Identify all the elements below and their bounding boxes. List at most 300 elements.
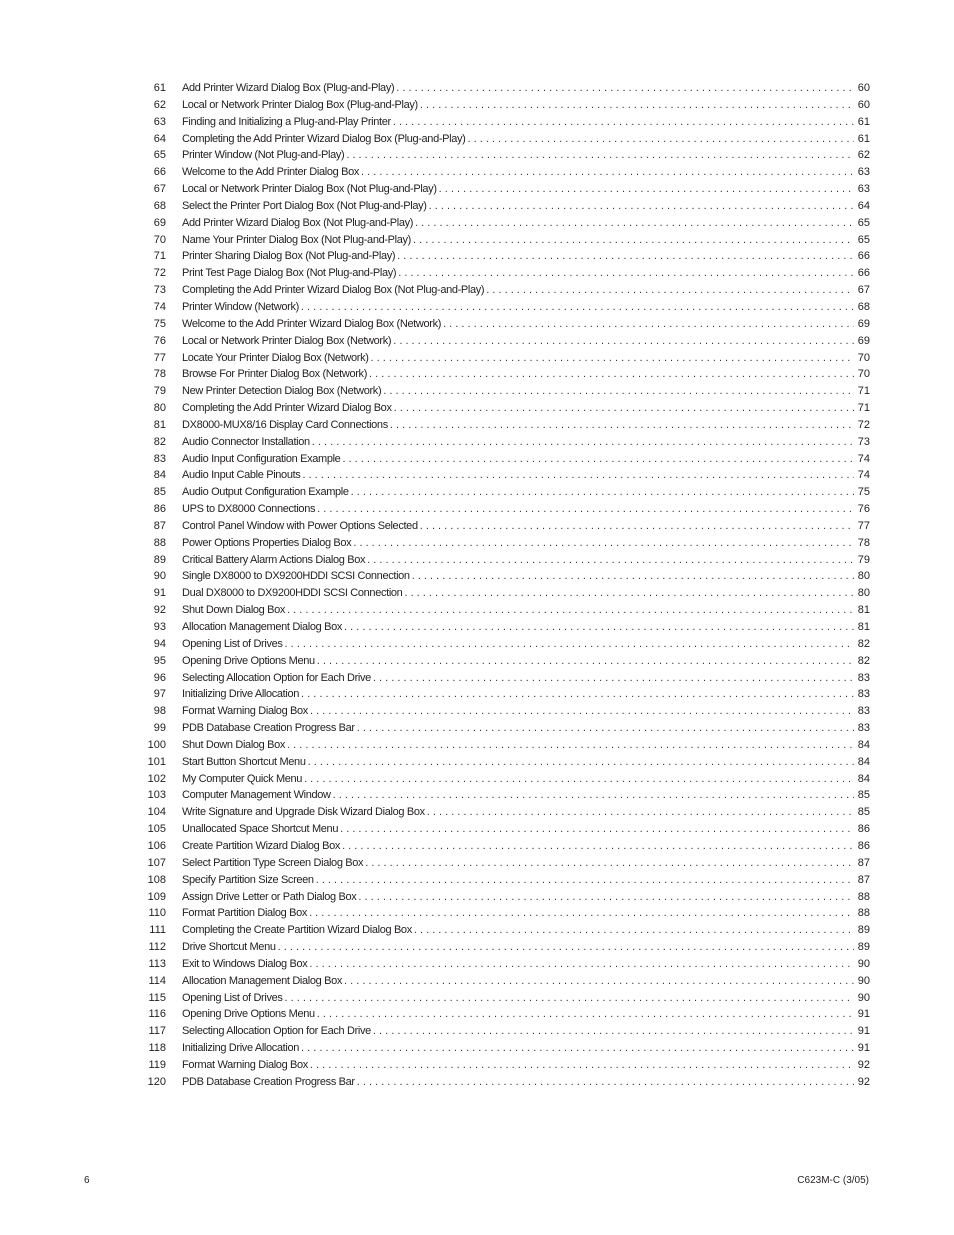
- figure-number: 63: [153, 115, 166, 128]
- page-reference: 68: [857, 300, 870, 313]
- dot-leader: [309, 905, 854, 922]
- page-reference: 65: [857, 216, 870, 229]
- list-item: [140, 1006, 870, 1023]
- page-reference: 85: [857, 806, 870, 819]
- page-reference: 86: [857, 839, 870, 852]
- dot-leader: [367, 552, 854, 569]
- dot-leader: [357, 1074, 854, 1091]
- figure-title: Local or Network Printer Dialog Box (Network): [182, 334, 392, 347]
- figure-number: 112: [148, 941, 166, 954]
- dot-leader: [310, 1057, 854, 1074]
- page-reference: 79: [857, 553, 870, 566]
- figure-number: 95: [153, 654, 166, 667]
- dot-leader: [304, 771, 854, 788]
- figure-number: 78: [153, 368, 166, 381]
- figure-title: Dual DX8000 to DX9200HDDI SCSI Connection: [182, 587, 403, 600]
- dot-leader: [346, 147, 854, 164]
- figure-number: 102: [147, 772, 166, 785]
- figure-title: Opening Drive Options Menu: [182, 654, 315, 667]
- figure-number: 88: [153, 536, 166, 549]
- list-item: [140, 131, 870, 148]
- figure-number: 76: [153, 334, 166, 347]
- figure-title: Initializing Drive Allocation: [182, 688, 300, 701]
- figure-number: 104: [147, 806, 166, 819]
- page-reference: 87: [857, 856, 870, 869]
- dot-leader: [412, 568, 854, 585]
- figure-title: Welcome to the Add Printer Wizard Dialog Box (Network): [182, 317, 442, 330]
- list-item: [140, 350, 870, 367]
- page-reference: 64: [857, 199, 870, 212]
- list-item: [140, 299, 870, 316]
- dot-leader: [301, 686, 854, 703]
- figure-number: 120: [147, 1075, 166, 1088]
- figure-title: Welcome to the Add Printer Dialog Box: [182, 166, 359, 179]
- dot-leader: [287, 737, 854, 754]
- figure-title: Control Panel Window with Power Options Selected: [182, 519, 418, 532]
- figure-number: 72: [153, 267, 166, 280]
- page-reference: 62: [857, 149, 870, 162]
- list-item: [140, 804, 870, 821]
- figure-title: Printer Window (Network): [182, 300, 299, 313]
- figure-title: New Printer Detection Dialog Box (Network): [182, 385, 382, 398]
- dot-leader: [397, 248, 854, 265]
- page-reference: 84: [857, 738, 870, 751]
- figure-number: 118: [148, 1042, 166, 1055]
- figure-title: Allocation Management Dialog Box: [182, 974, 343, 987]
- page-reference: 80: [857, 570, 870, 583]
- figure-title: Name Your Printer Dialog Box (Not Plug-and-Play): [182, 233, 411, 246]
- dot-leader: [344, 619, 854, 636]
- list-item: [140, 771, 870, 788]
- figure-title: Add Printer Wizard Dialog Box (Plug-and-Play): [182, 82, 395, 94]
- page-reference: 63: [857, 183, 870, 196]
- page-reference: 88: [857, 890, 870, 903]
- figure-title: Local or Network Printer Dialog Box (Not Plug-and-Play): [182, 183, 437, 196]
- figure-number: 62: [153, 98, 166, 111]
- list-item: [140, 872, 870, 889]
- dot-leader: [365, 855, 854, 872]
- figure-number: 77: [153, 351, 166, 364]
- figure-number: 100: [147, 738, 166, 751]
- dot-leader: [398, 265, 854, 282]
- page-reference: 83: [857, 688, 870, 701]
- page-reference: 74: [857, 452, 870, 465]
- dot-leader: [429, 198, 854, 215]
- page-reference: 83: [857, 705, 870, 718]
- figure-number: 67: [153, 183, 166, 196]
- figure-number: 109: [147, 890, 166, 903]
- figure-title: Opening List of Drives: [182, 991, 283, 1004]
- figure-title: PDB Database Creation Progress Bar: [182, 722, 355, 735]
- list-item: [140, 215, 870, 232]
- list-item: [140, 973, 870, 990]
- list-item: [140, 366, 870, 383]
- figure-number: 68: [153, 199, 166, 212]
- list-item: [140, 467, 870, 484]
- page-reference: 76: [857, 503, 870, 516]
- figure-number: 86: [153, 503, 166, 516]
- figure-title: Specify Partition Size Screen: [182, 873, 314, 886]
- figure-list: [140, 80, 870, 1091]
- page-reference: 71: [857, 402, 870, 415]
- figure-title: Single DX8000 to DX9200HDDI SCSI Connection: [182, 570, 410, 583]
- dot-leader: [467, 131, 854, 148]
- figure-title: Selecting Allocation Option for Each Drive: [182, 1025, 371, 1038]
- dot-leader: [420, 97, 854, 114]
- dot-leader: [396, 80, 854, 97]
- page-reference: 91: [857, 1042, 870, 1055]
- figure-title: Opening List of Drives: [182, 637, 283, 650]
- list-item: [140, 451, 870, 468]
- dot-leader: [278, 939, 854, 956]
- dot-leader: [285, 990, 854, 1007]
- list-item: [140, 636, 870, 653]
- figure-number: 105: [147, 823, 166, 836]
- figure-number: 79: [153, 385, 166, 398]
- page-reference: 65: [857, 233, 870, 246]
- page-reference: 60: [857, 82, 870, 94]
- figure-number: 83: [153, 452, 166, 465]
- dot-leader: [358, 889, 854, 906]
- dot-leader: [285, 636, 854, 653]
- figure-title: PDB Database Creation Progress Bar: [182, 1075, 355, 1088]
- figure-number: 106: [147, 839, 166, 852]
- page-reference: 88: [857, 907, 870, 920]
- figure-title: Assign Drive Letter or Path Dialog Box: [182, 890, 357, 903]
- list-item: [140, 316, 870, 333]
- page-reference: 70: [857, 351, 870, 364]
- dot-leader: [369, 366, 854, 383]
- page-reference: 66: [857, 250, 870, 263]
- figure-title: Finding and Initializing a Plug-and-Play Printer: [182, 115, 391, 128]
- list-item: [140, 114, 870, 131]
- list-item: [140, 1040, 870, 1057]
- dot-leader: [317, 501, 854, 518]
- list-item: [140, 889, 870, 906]
- figure-title: UPS to DX8000 Connections: [182, 503, 316, 516]
- dot-leader: [310, 703, 854, 720]
- page-reference: 60: [857, 98, 870, 111]
- figure-number: 64: [153, 132, 166, 145]
- figure-title: Create Partition Wizard Dialog Box: [182, 839, 341, 852]
- page-reference: 92: [857, 1058, 870, 1071]
- page-reference: 75: [857, 486, 870, 499]
- figure-number: 75: [153, 317, 166, 330]
- dot-leader: [312, 434, 854, 451]
- figure-title: Completing the Add Printer Wizard Dialog Box (Plug-and-Play): [182, 132, 466, 145]
- list-item: [140, 905, 870, 922]
- list-item: [140, 484, 870, 501]
- figure-title: Completing the Add Printer Wizard Dialog Box: [182, 402, 392, 415]
- page-reference: 78: [857, 536, 870, 549]
- figure-title: Local or Network Printer Dialog Box (Plug-and-Play): [182, 98, 418, 111]
- list-item: [140, 333, 870, 350]
- figure-title: Completing the Create Partition Wizard Dialog Box: [182, 924, 412, 937]
- figure-number: 85: [153, 486, 166, 499]
- list-item: [140, 535, 870, 552]
- figure-number: 69: [153, 216, 166, 229]
- page-reference: 77: [857, 519, 870, 532]
- figure-number: 89: [153, 553, 166, 566]
- list-item: [140, 939, 870, 956]
- list-item: [140, 922, 870, 939]
- page-reference: 66: [857, 267, 870, 280]
- figure-title: Format Warning Dialog Box: [182, 705, 308, 718]
- figure-title: Completing the Add Printer Wizard Dialog Box (Not Plug-and-Play): [182, 284, 485, 297]
- dot-leader: [308, 754, 854, 771]
- figure-title: Write Signature and Upgrade Disk Wizard Dialog Box: [182, 806, 425, 819]
- figure-title: Initializing Drive Allocation: [182, 1042, 300, 1055]
- figure-title: Critical Battery Alarm Actions Dialog Box: [182, 553, 366, 566]
- page-reference: 82: [857, 637, 870, 650]
- page-reference: 92: [857, 1075, 870, 1088]
- figure-title: Unallocated Space Shortcut Menu: [182, 823, 339, 836]
- page-reference: 69: [857, 334, 870, 347]
- figure-title: Allocation Management Dialog Box: [182, 621, 343, 633]
- figure-number: 96: [153, 671, 166, 684]
- list-item: [140, 568, 870, 585]
- footer-page-number: 6: [84, 1175, 90, 1186]
- dot-leader: [287, 602, 854, 619]
- page-reference: 83: [857, 671, 870, 684]
- figure-number: 90: [153, 570, 166, 583]
- figure-title: Locate Your Printer Dialog Box (Network): [182, 351, 369, 364]
- list-item: [140, 838, 870, 855]
- dot-leader: [394, 400, 854, 417]
- footer-document-code: C623M-C (3/05): [797, 1175, 869, 1186]
- figure-title: Computer Management Window: [182, 789, 331, 802]
- page-reference: 89: [857, 924, 870, 937]
- figure-number: 111: [149, 924, 166, 937]
- figure-number: 99: [153, 722, 166, 735]
- dot-leader: [390, 417, 854, 434]
- figure-number: 117: [148, 1025, 166, 1038]
- figure-number: 80: [153, 402, 166, 415]
- page-reference: 90: [857, 991, 870, 1004]
- figure-number: 107: [147, 856, 166, 869]
- list-item: [140, 97, 870, 114]
- list-item: [140, 855, 870, 872]
- page-reference: 69: [857, 317, 870, 330]
- figure-number: 98: [153, 705, 166, 718]
- list-item: [140, 248, 870, 265]
- dot-leader: [344, 973, 854, 990]
- figure-title: Start Button Shortcut Menu: [182, 755, 306, 768]
- figure-title: Printer Window (Not Plug-and-Play): [182, 149, 345, 162]
- figure-number: 87: [153, 519, 166, 532]
- list-item: [140, 585, 870, 602]
- dot-leader: [373, 1023, 854, 1040]
- page-reference: 81: [857, 621, 870, 633]
- list-item: [140, 720, 870, 737]
- list-item: [140, 1074, 870, 1091]
- page-reference: 87: [857, 873, 870, 886]
- dot-leader: [404, 585, 854, 602]
- dot-leader: [413, 232, 854, 249]
- list-item: [140, 417, 870, 434]
- dot-leader: [393, 114, 854, 131]
- figure-number: 82: [153, 435, 166, 448]
- page-reference: 74: [857, 469, 870, 482]
- page-reference: 89: [857, 941, 870, 954]
- figure-number: 91: [153, 587, 166, 600]
- figure-title: Audio Output Configuration Example: [182, 486, 349, 499]
- list-item: [140, 737, 870, 754]
- list-item: [140, 703, 870, 720]
- dot-leader: [373, 670, 854, 687]
- figure-title: Opening Drive Options Menu: [182, 1008, 315, 1021]
- list-item: [140, 147, 870, 164]
- figure-number: 84: [153, 469, 166, 482]
- figure-title: Selecting Allocation Option for Each Drive: [182, 671, 371, 684]
- page-reference: 91: [857, 1025, 870, 1038]
- page-reference: 61: [857, 132, 870, 145]
- figure-number: 110: [148, 907, 166, 920]
- figure-title: Power Options Properties Dialog Box: [182, 536, 352, 549]
- figure-title: Audio Input Cable Pinouts: [182, 469, 301, 482]
- dot-leader: [415, 215, 854, 232]
- list-item: [140, 518, 870, 535]
- list-item: [140, 282, 870, 299]
- figure-number: 97: [153, 688, 166, 701]
- figure-title: Print Test Page Dialog Box (Not Plug-and-Play): [182, 267, 397, 280]
- dot-leader: [361, 164, 854, 181]
- figure-number: 103: [147, 789, 166, 802]
- figure-title: Browse For Printer Dialog Box (Network): [182, 368, 368, 381]
- figure-number: 81: [153, 418, 166, 431]
- dot-leader: [301, 1040, 854, 1057]
- dot-leader: [439, 181, 854, 198]
- figure-title: Select Partition Type Screen Dialog Box: [182, 856, 364, 869]
- page-reference: 72: [857, 418, 870, 431]
- list-item: [140, 956, 870, 973]
- figure-title: Audio Connector Installation: [182, 435, 310, 448]
- page-reference: 67: [857, 284, 870, 297]
- list-item: [140, 619, 870, 636]
- page-reference: 82: [857, 654, 870, 667]
- figure-number: 119: [148, 1058, 166, 1071]
- figure-title: Audio Input Configuration Example: [182, 452, 341, 465]
- page-reference: 91: [857, 1008, 870, 1021]
- page-reference: 86: [857, 823, 870, 836]
- dot-leader: [340, 821, 854, 838]
- page-reference: 61: [857, 115, 870, 128]
- dot-leader: [333, 787, 854, 804]
- dot-leader: [342, 838, 854, 855]
- dot-leader: [342, 451, 854, 468]
- figure-number: 71: [153, 250, 166, 263]
- list-item: [140, 1023, 870, 1040]
- figure-number: 66: [153, 166, 166, 179]
- figure-title: Shut Down Dialog Box: [182, 738, 286, 751]
- figure-number: 61: [153, 82, 166, 94]
- page-reference: 70: [857, 368, 870, 381]
- dot-leader: [302, 467, 854, 484]
- figure-number: 108: [147, 873, 166, 886]
- figure-title: DX8000-MUX8/16 Display Card Connections: [182, 418, 388, 431]
- figure-number: 65: [153, 149, 166, 162]
- list-item: [140, 602, 870, 619]
- list-item: [140, 670, 870, 687]
- dot-leader: [317, 1006, 854, 1023]
- page-reference: 71: [857, 385, 870, 398]
- list-item: [140, 232, 870, 249]
- figure-title: Format Partition Dialog Box: [182, 907, 308, 920]
- figure-title: Add Printer Wizard Dialog Box (Not Plug-and-Play): [182, 216, 414, 229]
- dot-leader: [317, 653, 854, 670]
- figure-number: 92: [153, 604, 166, 617]
- figure-number: 74: [153, 300, 166, 313]
- list-item: [140, 400, 870, 417]
- list-item: [140, 1057, 870, 1074]
- dot-leader: [309, 956, 854, 973]
- figure-number: 114: [148, 974, 166, 987]
- figure-number: 70: [153, 233, 166, 246]
- dot-leader: [393, 333, 854, 350]
- dot-leader: [443, 316, 854, 333]
- figure-number: 116: [148, 1008, 166, 1021]
- list-item: [140, 686, 870, 703]
- figure-number: 73: [153, 284, 166, 297]
- dot-leader: [414, 922, 854, 939]
- list-item: [140, 265, 870, 282]
- page-reference: 84: [857, 755, 870, 768]
- figure-number: 101: [147, 755, 166, 768]
- list-item: [140, 754, 870, 771]
- list-item: [140, 821, 870, 838]
- dot-leader: [486, 282, 854, 299]
- page-reference: 63: [857, 166, 870, 179]
- figure-title: Drive Shortcut Menu: [182, 941, 276, 954]
- figure-title: Shut Down Dialog Box: [182, 604, 286, 617]
- page-reference: 83: [857, 722, 870, 735]
- dot-leader: [353, 535, 854, 552]
- dot-leader: [357, 720, 854, 737]
- dot-leader: [316, 872, 854, 889]
- list-item: [140, 990, 870, 1007]
- dot-leader: [301, 299, 854, 316]
- page-reference: 84: [857, 772, 870, 785]
- list-item: [140, 181, 870, 198]
- list-item: [140, 383, 870, 400]
- list-item: [140, 434, 870, 451]
- page-reference: 85: [857, 789, 870, 802]
- list-item: [140, 653, 870, 670]
- figure-number: 115: [148, 991, 166, 1004]
- figure-title: Format Warning Dialog Box: [182, 1058, 308, 1071]
- list-item: [140, 80, 870, 97]
- list-item: [140, 552, 870, 569]
- page-reference: 90: [857, 974, 870, 987]
- list-item: [140, 501, 870, 518]
- list-item: [140, 787, 870, 804]
- page-reference: 81: [857, 604, 870, 617]
- dot-leader: [427, 804, 854, 821]
- figure-title: My Computer Quick Menu: [182, 772, 303, 785]
- list-item: [140, 198, 870, 215]
- figure-title: Printer Sharing Dialog Box (Not Plug-and-Play): [182, 250, 396, 263]
- figure-number: 93: [153, 621, 166, 633]
- figure-number: 94: [153, 637, 166, 650]
- page-reference: 73: [857, 435, 870, 448]
- figure-title: Select the Printer Port Dialog Box (Not Plug-and-Play): [182, 199, 427, 212]
- figure-number: 113: [148, 957, 166, 970]
- dot-leader: [351, 484, 854, 501]
- list-item: [140, 164, 870, 181]
- figure-title: Exit to Windows Dialog Box: [182, 957, 308, 970]
- dot-leader: [383, 383, 854, 400]
- dot-leader: [420, 518, 854, 535]
